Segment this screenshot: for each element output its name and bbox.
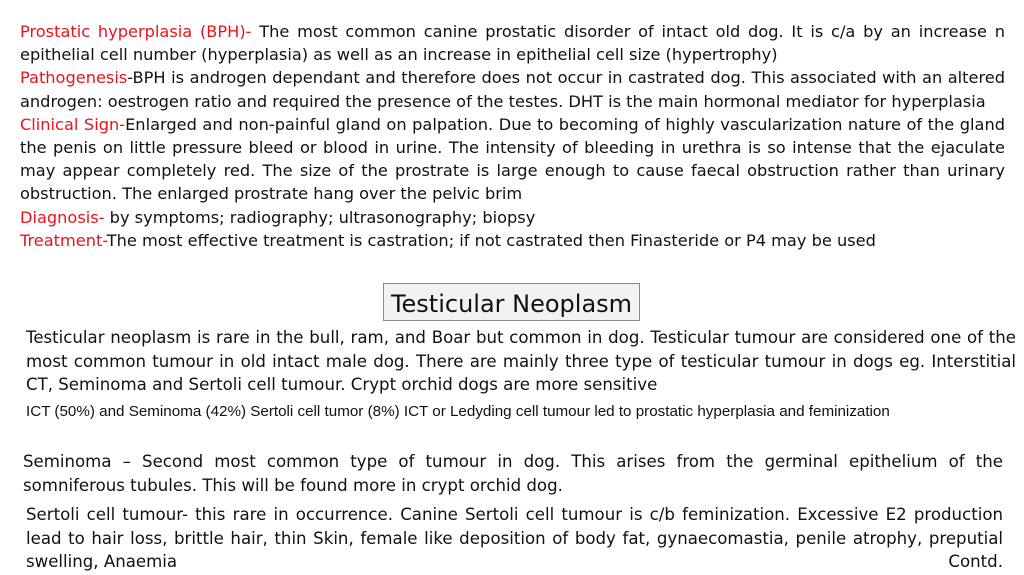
bph-heading: Prostatic hyperplasia (BPH)- <box>20 22 252 41</box>
bph-text: The most common canine prostatic disorder of intact old dog. It is c/a by an increase n epithelial cell number (hyperplasia) as well as an increase in epithelial cell size (hypertrophy) <box>20 22 1005 65</box>
pathogenesis-paragraph <box>20 66 1005 112</box>
bph-paragraph <box>20 20 1005 66</box>
clinical-sign-heading: Clinical Sign- <box>20 114 126 134</box>
sertoli-paragraph <box>26 503 1003 574</box>
neoplasm-intro: Testicular neoplasm is rare in the bull, ram, and Boar but common in dog. Testicular tumour are considered one of the most common tumour in old intact male dog. There are mainly three type of testicular tumour in dogs eg. Interstitial CT, Seminoma and Sertoli cell tumour. Crypt orchid dogs are more sensitive <box>26 328 1016 394</box>
percent-note: ICT (50%) and Seminoma (42%) Sertoli cell tumor (8%) ICT or Ledyding cell tumour led to prostatic hyperplasia and feminization <box>26 403 890 420</box>
pathogenesis-heading: Pathogenesis <box>20 68 128 88</box>
bph-notes <box>20 20 1005 252</box>
pathogenesis-text: -BPH is androgen dependant and therefore does not occur in castrated dog. This associated with an altered androgen: oestrogen ratio and required the presence of the testes. DHT is the main hormonal mediator for hyperplasia <box>20 68 1005 111</box>
section-title: Testicular Neoplasm <box>383 283 640 321</box>
seminoma-paragraph: Seminoma – Second most common type of tumour in dog. This arises from the germinal epithelium of the somniferous tubules. This will be found more in crypt orchid dog. <box>23 452 1003 495</box>
clinical-sign-paragraph <box>20 113 1005 206</box>
sertoli-text: Sertoli cell tumour- this rare in occurrence. Canine Sertoli cell tumour is c/b feminization. Excessive E2 production lead to hair loss, brittle hair, thin Skin, female like deposition of body fat, gynaecomastia, penile atrophy, preputial swelling, Anaemia <box>26 505 1003 571</box>
diagnosis-text: by symptoms; radiography; ultrasonography; biopsy <box>104 207 536 227</box>
treatment-paragraph <box>20 229 1005 252</box>
contd-label: Contd. <box>948 552 1003 571</box>
diagnosis-paragraph <box>20 206 1005 229</box>
treatment-text: The most effective treatment is castration; if not castrated then Finasteride or P4 may be used <box>106 230 876 250</box>
diagnosis-heading: Diagnosis- <box>20 207 105 227</box>
treatment-heading: Treatment- <box>20 230 107 250</box>
clinical-sign-text: Enlarged and non-painful gland on palpation. Due to becoming of highly vascularization nature of the gland the penis on little pressure bleed or blood in urine. The intensity of bleeding in urethra is so intense that the ejaculate may appear completely red. The size of the prostrate is large enough to cause faecal obstruction rather than urinary obstruction. The enlarged prostrate hang over the pelvic brim <box>20 114 1005 204</box>
